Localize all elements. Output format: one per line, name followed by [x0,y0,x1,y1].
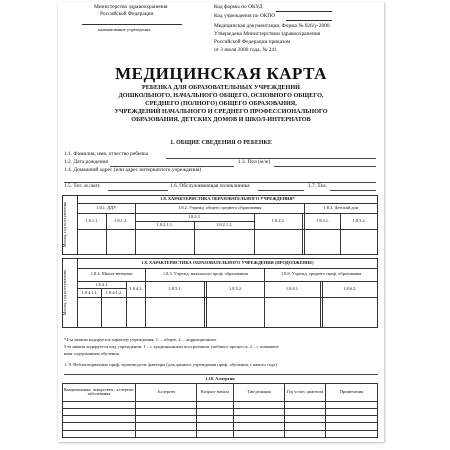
table110-cell[interactable] [197,416,234,423]
institution-caption: наименование учреждения [98,27,151,32]
table18-col-18211: 1.8.2.1.1. [135,221,194,229]
subtitle-line-4: УЧРЕЖДЕНИЙ НАЧАЛЬНОГО И СРЕДНЕГО ПРОФЕССИОНАЛЬНОГО [114,108,328,115]
form-sheet [58,2,384,442]
table18b-col-18412: 1.8.4.1.2. [102,289,126,298]
table18b-cell[interactable] [206,297,264,327]
table110-cell[interactable] [197,408,234,415]
table18b-side-label: Месяц, год поступления [62,270,67,316]
table110-cell[interactable] [326,408,378,415]
approved-label: Утверждена Министерством здравоохранения [214,31,321,37]
table110-col-allergen: Аллерген [136,383,197,401]
table18b-cell[interactable] [78,297,102,327]
table18b-group-secondary-prof: 1.8.6. Учрежд. среднего проф. образования [265,268,378,281]
table110-cell[interactable] [285,408,326,415]
date-label: от 3 июля 2000 года, № 241 [214,47,277,53]
table110-cell[interactable] [136,416,197,423]
medical-doc-label: Медицинская документация. Форма № 026/у-2000 [214,23,330,29]
table110-cell[interactable] [197,401,234,408]
table-institution [62,195,378,255]
table110-cell[interactable] [63,401,136,408]
footnote-2: 5-м знаком кодируется вид учреждения: 1 – с традиционным построением учебного процесса, 2 – с повышен- [64,344,280,349]
table18-col-1811: 1.8.1.1. [78,213,107,230]
table110-cell[interactable] [234,408,285,415]
table18-side-label: Месяц, год поступления [62,202,67,248]
okpo-line [286,20,332,21]
table110-cell[interactable] [197,430,234,437]
table110-cell[interactable] [326,416,378,423]
field-sex-label: 1.3. Пол (м/ж) [238,159,271,165]
table110-cell[interactable] [63,430,136,437]
okpo-label: Код учреждения по ОКПО [214,13,276,19]
subtitle-line-1: РЕБЕНКА ДЛЯ ОБРАЗОВАТЕЛЬНЫХ УЧРЕЖДЕНИЙ [142,84,300,91]
field-clinic-phone-line[interactable] [330,190,376,191]
table18b-cell[interactable] [126,297,146,327]
table18b-side-cell [63,259,78,328]
table110-cell[interactable] [285,423,326,430]
subtitle-line-2: ДОШКОЛЬНОГО, НАЧАЛЬНОГО ОБЩЕГО, ОСНОВНОГО ОБЩЕГО, [118,92,324,99]
table110-heading: 1.10. Аллергия [63,376,378,383]
table110-cell[interactable] [63,408,136,415]
table18b-col-1852: 1.8.5.2. [206,281,264,297]
table110-cell[interactable] [234,430,285,437]
field-birthdate-label: 1.2. Дата рождения [64,159,108,165]
table18-col-1812: 1.8.1.2. [106,213,135,230]
table110-col-disease: Вакцинальная, лекарствен., аллергич. заболевания [63,383,136,401]
field-clinic-phone-label: 1.7. Тел. [308,183,327,189]
ministry-label: Министерство здравоохранения [94,4,168,10]
table18-cell[interactable] [304,230,341,255]
institution-line [82,24,182,25]
table110-col-age: Возраст начала [197,383,234,401]
table18-group-school: 1.8.2. Учрежд. общего среднего образования [135,204,304,213]
table18-cell[interactable] [254,230,302,255]
field-name-line[interactable] [166,158,376,159]
federation-label: Российской Федерации [100,11,154,17]
table18b-col-1861: 1.8.6.1. [265,281,320,297]
table18b-cell[interactable] [265,297,320,327]
table110-cell[interactable] [285,401,326,408]
table110-cell[interactable] [234,423,285,430]
order-label: Российской Федерации приказом [214,39,291,45]
field-clinic-label: 1.6. Обслуживающая поликлиника [170,183,250,189]
table18-col-18212: 1.8.2.1.2. [195,221,254,229]
table110-cell[interactable] [136,408,197,415]
table110-col-reaction: Тип реакции [234,383,285,401]
section1-heading: 1. ОБЩИЕ СВЕДЕНИЯ О РЕБЕНКЕ [170,140,272,146]
table18b-heading: 1.8. ХАРАКТЕРИСТИКА ОБРАЗОВАТЕЛЬНОГО УЧРЕЖДЕНИЯ (ПРОДОЛЖЕНИЕ) [78,259,378,269]
table18b-cell[interactable] [146,297,204,327]
table18-group-ddu: 1.8.1. ДДУ [78,204,136,213]
table18-col-1822: 1.8.2.2. [254,213,302,230]
subtitle-line-3: СРЕДНЕГО (ПОЛНОГО) ОБЩЕГО ОБРАЗОВАНИЯ, [145,100,297,107]
table110-cell[interactable] [136,401,197,408]
section-19-line[interactable] [64,374,378,375]
table18b-col-18411: 1.8.4.1.1. [78,289,102,298]
table110-cell[interactable] [326,423,378,430]
table18-col-1831: 1.8.3.1. [304,213,341,230]
table18b-col-1841: 1.8.4.1. [78,281,127,289]
table18-cell[interactable] [106,230,135,255]
table18-heading: 1.8. ХАРАКТЕРИСТИКА ОБРАЗОВАТЕЛЬНОГО УЧРЕЖДЕНИЯ* [78,196,378,204]
field-clinic-line[interactable] [258,190,304,191]
field-phone-line[interactable] [108,190,168,191]
table18b-cell[interactable] [322,297,377,327]
section-19-label: 1. 9. Неблагоприятные проф.-производств. факторы (для данного учреждения проф. обучения, с какого года) [64,362,277,367]
field-sex-line[interactable] [274,166,376,167]
table18b-col-1851: 1.8.5.1. [146,281,204,297]
okud-label: Код формы по ОКУД [214,4,263,10]
table110-cell[interactable] [326,401,378,408]
table110-cell[interactable] [63,416,136,423]
page-title: МЕДИЦИНСКАЯ КАРТА [115,64,327,83]
footnote-1: *4-м знаком кодируется характер учреждения: 1. – общее, 2. – коррекционное. [64,337,218,342]
table18b-cell[interactable] [102,297,126,327]
table18-cell[interactable] [135,230,194,255]
table-allergy [62,376,378,438]
table110-cell[interactable] [326,430,378,437]
table18b-col-1842: 1.8.4.2. [126,281,146,297]
table18-cell[interactable] [195,230,254,255]
table110-col-year: Год устан. диагноза [285,383,326,401]
table18-group-orphanage: 1.8.3. Детский дом [304,204,377,213]
table110-cell[interactable] [234,416,285,423]
field-phone-label: 1.5. Тел. м./жит. [64,183,101,189]
okud-line [276,11,332,12]
table18-side-cell [63,196,78,255]
table18b-group-boarding: 1.8.4. Школа-интернат [78,268,146,281]
table18-cell[interactable] [341,230,378,255]
field-address-label: 1.4. Домашний адрес (или адрес интернатного учреждения) [64,167,202,173]
field-name-label: 1.1. Фамилия, имя, отчество ребенка [64,151,149,157]
table110-cell[interactable] [136,430,197,437]
table110-cell[interactable] [234,401,285,408]
table110-cell[interactable] [285,430,326,437]
table18-col-1832: 1.8.3.2. [341,213,378,230]
subtitle-line-5: ОБРАЗОВАНИЯ, ДЕТСКИХ ДОМОВ И ШКОЛ-ИНТЕРНАТОВ [131,116,311,123]
table110-col-notes: Примечания [326,383,378,401]
table110-cell[interactable] [63,423,136,430]
footnote-3: ным содержанием обучения. [64,351,120,356]
table110-cell[interactable] [136,423,197,430]
table110-cell[interactable] [285,416,326,423]
table18-cell[interactable] [78,230,107,255]
table18b-group-primary-prof: 1.8.5. Учрежд. начального проф. образования [146,268,265,281]
table110-cell[interactable] [197,423,234,430]
table18-col-1821: 1.8.2.1. [135,213,254,221]
table-institution-continued [62,258,378,328]
table18b-col-1862: 1.8.6.2. [322,281,377,297]
